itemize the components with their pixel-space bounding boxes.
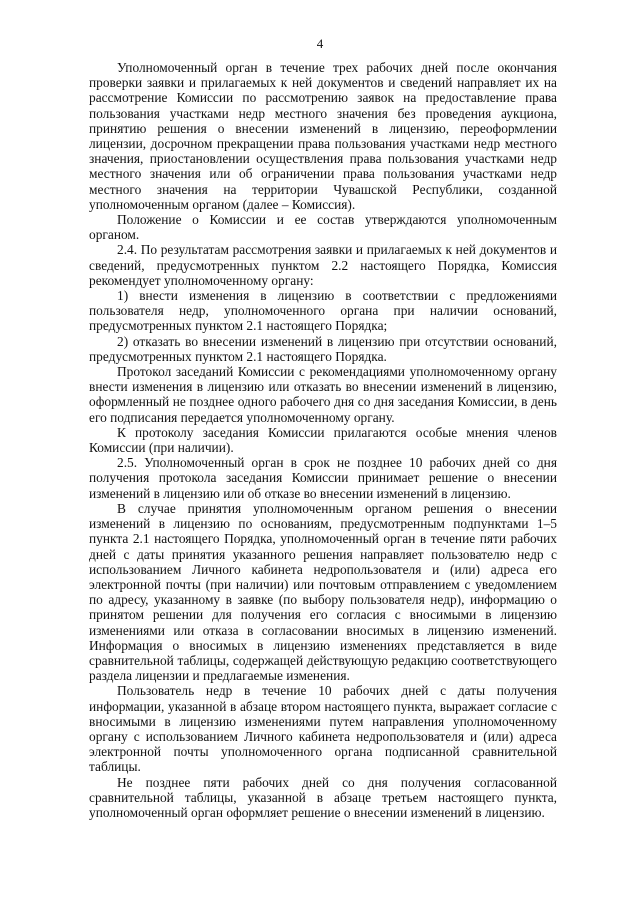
paragraph: Протокол заседаний Комиссии с рекомендациями уполномоченному органу внести изменения в лицензию или отказать во внесении изменений в лицензию, оформленный не позднее одного рабочего дня со дня заседания Комиссии, в день его подписания передается уполномоченному органу. xyxy=(89,364,557,425)
paragraph: Пользователь недр в течение 10 рабочих дней с даты получения информации, указанной в абзаце втором настоящего пункта, выражает согласие с вносимыми в лицензию изменениями путем направления уполномоченному органу с использованием Личного кабинета недропользователя и (или) адреса электронной почты уполномоченного органа подписанной сравнительной таблицы. xyxy=(89,683,557,775)
paragraph: Уполномоченный орган в течение трех рабочих дней после окончания проверки заявки и прилагаемых к ней документов и сведений направляет их на рассмотрение Комиссии по рассмотрению заявок на предоставление права пользования участками недр местного значения без проведения аукциона, принятию решения о внесении изменений в лицензию, переоформлении лицензии, досрочном прекращении права пользования участками недр местного значения, приостановлении осуществления права пользования участками недр местного значения или об ограничении права пользования участками недр местного значения на территории Чувашской Республики, созданной уполномоченным органом (далее – Комиссия). xyxy=(89,60,557,212)
page-number: 4 xyxy=(316,36,324,51)
paragraph: 2.5. Уполномоченный орган в срок не позднее 10 рабочих дней со дня получения протокола заседания Комиссии принимает решение о внесении изменений в лицензию или об отказе во внесении изменений в лицензию. xyxy=(89,455,557,501)
paragraph: 2.4. По результатам рассмотрения заявки и прилагаемых к ней документов и сведений, предусмотренных пунктом 2.2 настоящего Порядка, Комиссия рекомендует уполномоченному органу: xyxy=(89,242,557,288)
list-item: 1) внести изменения в лицензию в соответствии с предложениями пользователя недр, уполномоченного органа при наличии оснований, предусмотренных пунктом 2.1 настоящего Порядка; xyxy=(89,288,557,334)
list-item: 2) отказать во внесении изменений в лицензию при отсутствии оснований, предусмотренных пунктом 2.1 настоящего Порядка. xyxy=(89,333,557,364)
paragraph: К протоколу заседания Комиссии прилагаются особые мнения членов Комиссии (при наличии). xyxy=(89,424,557,456)
document-body xyxy=(89,60,557,820)
paragraph: В случае принятия уполномоченным органом решения о внесении изменений в лицензию по основаниям, предусмотренным подпунктами 1–5 пункта 2.1 настоящего Порядка, уполномоченный орган в течение пяти рабочих дней с даты принятия указанного решения направляет пользователю недр с использованием Личного кабинета недропользователя и (или) адреса его электронной почты (при наличии) или почтовым отправлением с уведомлением по адресу, указанному в заявке (по выбору пользователя недр), информацию о принятом решении для получения его согласия с вносимыми в лицензию изменениями или отказа в согласовании вносимых в лицензию изменений. Информация о вносимых в лицензию изменениях представляется в виде сравнительной таблицы, содержащей действующую редакцию соответствующего раздела лицензии и предлагаемые изменения. xyxy=(89,500,557,684)
paragraph: Положение о Комиссии и ее состав утверждаются уполномоченным органом. xyxy=(89,212,557,243)
paragraph: Не позднее пяти рабочих дней со дня получения согласованной сравнительной таблицы, указанной в абзаце третьем настоящего пункта, уполномоченный орган оформляет решение о внесении изменений в лицензию. xyxy=(89,774,557,820)
